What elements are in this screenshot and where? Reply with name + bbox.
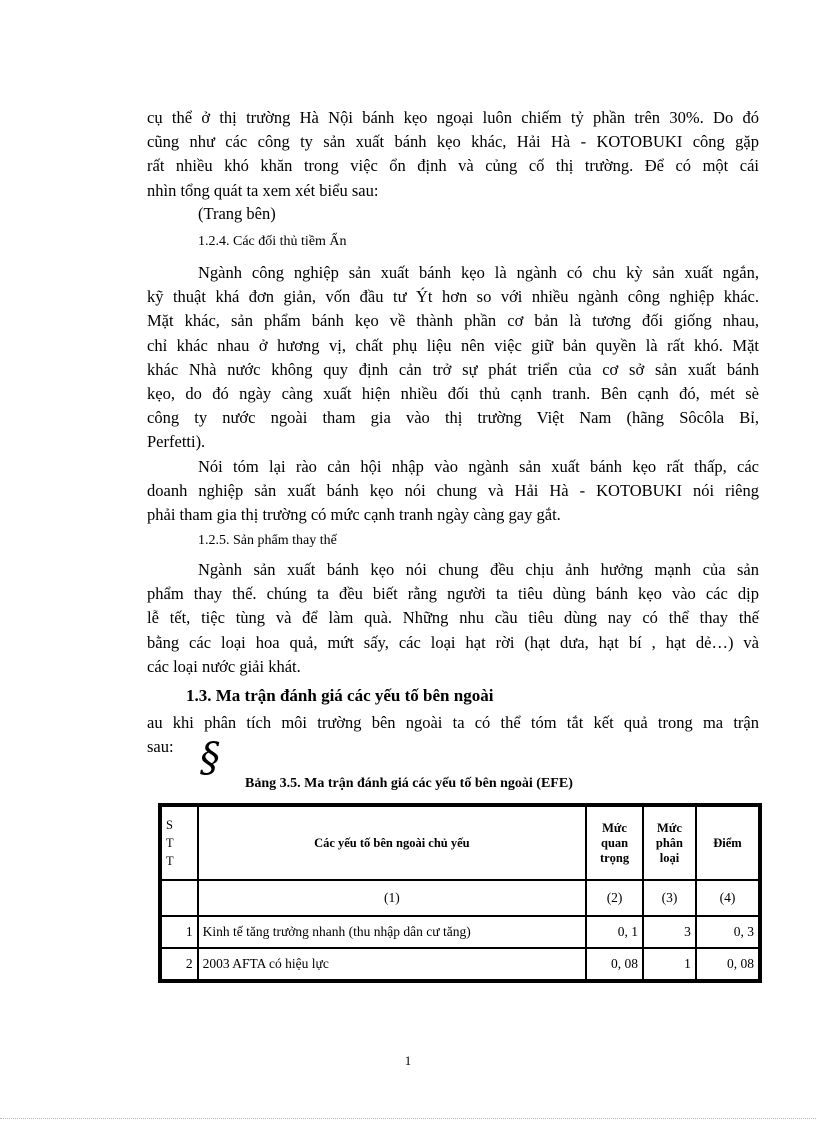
row-factor: 2003 AFTA có hiệu lực (198, 948, 586, 980)
paragraph-substitutes (147, 558, 759, 679)
text-line: Nói tóm lại rào cản hội nhập vào ngành sản xuất bánh kẹo rất thấp, các (198, 457, 759, 476)
text-line: phải tham gia thị trường có mức cạnh tranh ngày càng gay gắt. (147, 505, 561, 525)
table-row (161, 916, 759, 948)
table-caption: Bảng 3.5. Ma trận đánh giá các yếu tố bên ngoài (EFE) (245, 776, 573, 791)
row-score: 0, 08 (696, 948, 759, 980)
paragraph-matrix-intro (147, 711, 759, 759)
header-score: Điểm (696, 806, 759, 880)
ornament-logo: § (200, 735, 220, 781)
efe-matrix-table (158, 803, 762, 983)
table-numbering-row (161, 880, 759, 916)
text-line: khác Nhà nước không quy định cản trở sự phát triển của cơ sở sản xuất bánh (147, 359, 759, 379)
text-line: Ngành công nghiệp sản xuất bánh kẹo là ngành có chu kỳ sản xuất ngắn, (198, 263, 759, 282)
text-line: au khi phân tích môi trường bên ngoài ta có thể tóm tắt kết quả trong ma trận (147, 713, 759, 732)
header-rating: Mức phân loại (643, 806, 696, 880)
row-rating: 3 (643, 916, 696, 948)
row-factor: Kinh tế tăng trưởng nhanh (thu nhập dân cư tăng) (198, 916, 586, 948)
text-line: Ngành sản xuất bánh kẹo nói chung đều chịu ảnh hưởng mạnh của sản (198, 560, 759, 579)
text-line: nhìn tổng quát ta xem xét biểu sau: (147, 180, 379, 200)
header-factors: Các yếu tố bên ngoài chủ yếu (198, 806, 586, 880)
table-header-row (161, 806, 759, 880)
text-line: kỹ thuật khá đơn giản, vốn đầu tư Ýt hơn so với nhiều ngành công nghiệp khác. (147, 287, 759, 307)
text-line: rất nhiều khó khăn trong việc ổn định và củng cố thị trường. Để có một cái (147, 156, 759, 176)
text-line: kẹo, do đó ngày càng xuất hiện nhiều đối thủ cạnh tranh. Bên cạnh đó, mét sè (147, 383, 759, 403)
paragraph-entry-barriers (147, 455, 759, 528)
text-line: doanh nghiệp sản xuất bánh kẹo nói chung và Hải Hà - KOTOBUKI nói riêng (147, 481, 759, 501)
section-heading-13: 1.3. Ma trận đánh giá các yếu tố bên ngoài (186, 686, 494, 705)
paragraph-market-share (147, 106, 759, 203)
row-weight: 0, 08 (586, 948, 643, 980)
text-line: lễ tết, tiệc tùng và để làm quà. Những nhu cầu tiêu dùng nay có thể thay thế (147, 608, 759, 628)
text-line: cụ thể ở thị trường Hà Nội bánh kẹo ngoại luôn chiếm tỷ phần trên 30%. Do đó (147, 108, 759, 127)
numbering-empty (161, 880, 198, 916)
text-line: cũng như các công ty sản xuất bánh kẹo khác, Hải Hà - KOTOBUKI công gặp (147, 132, 759, 152)
paragraph-potential-competitors (147, 261, 759, 455)
text-line: Perfetti). (147, 432, 206, 452)
text-line: chỉ khác nhau ở hương vị, chất phụ liệu nên việc giữ bản quyền là rất khó. Mặt (147, 335, 759, 355)
text-line: phẩm thay thế. chúng ta đều biết rằng người ta tiêu dùng bánh kẹo vào các dịp (147, 584, 759, 604)
header-weight: Mức quan trọng (586, 806, 643, 880)
trang-ben-note: (Trang bên) (198, 204, 276, 223)
page-break-divider (0, 1118, 816, 1119)
text-line: bằng các loại hoa quả, mứt sấy, các loại hạt rời (hạt dưa, hạt bí , hạt dẻ…) và (147, 632, 759, 652)
numbering-col2: (2) (586, 880, 643, 916)
text-line: sau: (147, 737, 174, 757)
text-line: các loại nước giải khát. (147, 656, 301, 676)
table-row (161, 948, 759, 980)
section-heading-124: 1.2.4. Các đối thủ tiềm Ẩn (198, 234, 347, 249)
numbering-col1: (1) (198, 880, 586, 916)
row-weight: 0, 1 (586, 916, 643, 948)
text-line: công ty nước ngoài tham gia vào thị trường Việt Nam (hãng Sôcôla Bỉ, (147, 408, 759, 428)
row-stt: 1 (161, 916, 198, 948)
text-line: Mặt khác, sản phẩm bánh kẹo về thành phần cơ bản là tương đối giống nhau, (147, 311, 759, 331)
numbering-col3: (3) (643, 880, 696, 916)
header-stt: S T T (161, 806, 198, 880)
row-score: 0, 3 (696, 916, 759, 948)
row-rating: 1 (643, 948, 696, 980)
row-stt: 2 (161, 948, 198, 980)
numbering-col4: (4) (696, 880, 759, 916)
page-number: 1 (404, 1053, 412, 1068)
section-heading-125: 1.2.5. Sản phẩm thay thế (198, 533, 337, 548)
